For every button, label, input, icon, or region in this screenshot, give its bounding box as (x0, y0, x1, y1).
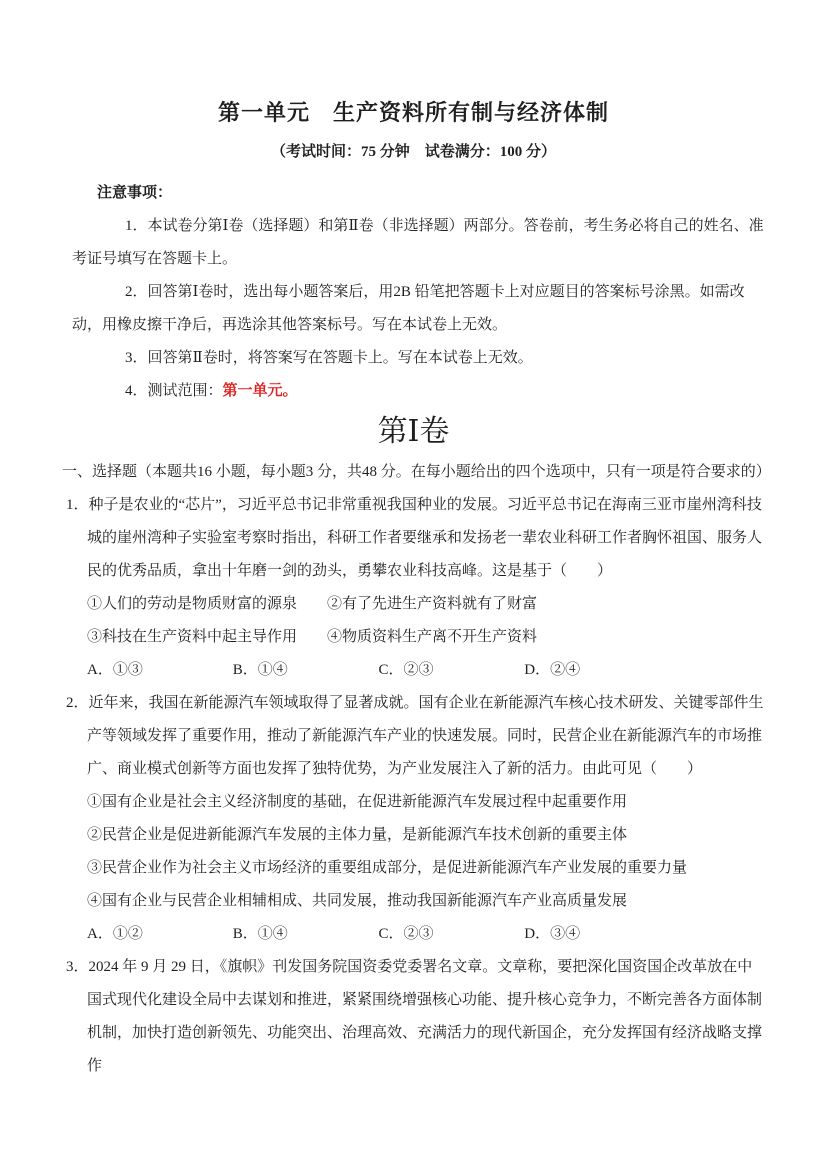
choice-b: B．①④ (232, 926, 288, 942)
question-2-stem: 2．近年来，我国在新能源汽车领域取得了显著成就。国有企业在新能源汽车核心技术研发、关键零部件生产等领域发挥了重要作用，推动了新能源汽车产业的快速发展。同时，民营企业在新能源汽车的市场推广、商业模式创新等方面也发挥了独特优势，为产业发展注入了新的活力。由此可见（ ） (66, 695, 764, 777)
notice-item-2: 2．回答第Ⅰ卷时，选出每小题答案后，用2B 铅笔把答题卡上对应题目的答案标号涂黑。如需改动，用橡皮擦干净后，再选涂其他答案标号。写在本试卷上无效。 (72, 284, 745, 333)
choice-c: C．②③ (378, 662, 434, 678)
section-intro: 一、选择题（本题共16 小题，每小题3 分，共48 分。在每小题给出的四个选项中，只有一项是符合要求的） (62, 464, 771, 480)
question-1 (62, 489, 765, 687)
choice-b: B．①④ (232, 662, 288, 678)
question-3 (62, 951, 765, 1083)
question-2-option-line-3: ③民营企业作为社会主义市场经济的重要组成部分，是促进新能源汽车产业发展的重要力量 (87, 860, 688, 876)
question-1-choices (87, 654, 765, 687)
question-1-stem: 1．种子是农业的“芯片”，习近平总书记非常重视我国种业的发展。习近平总书记在海南三亚市崖州湾科技城的崖州湾种子实验室考察时指出，科研工作者要继承和发扬老一辈农业科研工作者胸怀祖国、服务人民的优秀品质，拿出十年磨一剑的劲头，勇攀农业科技高峰。这是基于（ ） (66, 497, 763, 579)
choice-d: D．②④ (524, 662, 581, 678)
choice-a: A．①③ (87, 662, 143, 678)
question-2-choices (87, 918, 765, 951)
choice-a: A．①② (87, 926, 143, 942)
test-range-highlight: 第一单元。 (222, 383, 298, 399)
notice-item-1: 1．本试卷分第Ⅰ卷（选择题）和第Ⅱ卷（非选择题）两部分。答卷前，考生务必将自己的姓名、准考证号填写在答题卡上。 (72, 218, 764, 267)
question-2-option-line-4: ④国有企业与民营企业相辅相成、共同发展，推动我国新能源汽车产业高质量发展 (87, 893, 628, 909)
test-range-prefix: 4．测试范围： (125, 383, 223, 399)
question-1-option-line-2: ③科技在生产资料中起主导作用 ④物质资料生产离不开生产资料 (87, 629, 538, 645)
notice-heading: 注意事项： (97, 185, 173, 201)
exam-time-score-line: （考试时间：75 分钟 试卷满分：100 分） (270, 144, 556, 160)
question-2-option-line-2: ②民营企业是促进新能源汽车发展的主体力量，是新能源汽车技术创新的重要主体 (87, 827, 628, 843)
choice-d: D．③④ (524, 926, 581, 942)
page-title: 第一单元 生产资料所有制与经济体制 (217, 100, 609, 125)
notice-item-3: 3．回答第Ⅱ卷时，将答案写在答题卡上。写在本试卷上无效。 (125, 350, 533, 366)
choice-c: C．②③ (378, 926, 434, 942)
question-1-option-line-1: ①人们的劳动是物质财富的源泉 ②有了先进生产资料就有了财富 (87, 596, 538, 612)
question-3-stem: 3．2024 年 9 月 29 日，《旗帜》刊发国务院国资委党委署名文章。文章称，要把深化国资国企改革放在中国式现代化建设全局中去谋划和推进，紧紧围绕增强核心功能、提升核心竞争力，不断完善各方面体制机制，加快打造创新领先、功能突出、治理高效、充满活力的现代新国企，充分发挥国有经济战略支撑作 (66, 959, 763, 1074)
question-2 (62, 687, 765, 951)
notice-item-4 (72, 375, 765, 408)
question-2-option-line-1: ①国有企业是社会主义经济制度的基础，在促进新能源汽车发展过程中起重要作用 (87, 794, 628, 810)
part1-heading: 第Ⅰ卷 (377, 415, 450, 448)
